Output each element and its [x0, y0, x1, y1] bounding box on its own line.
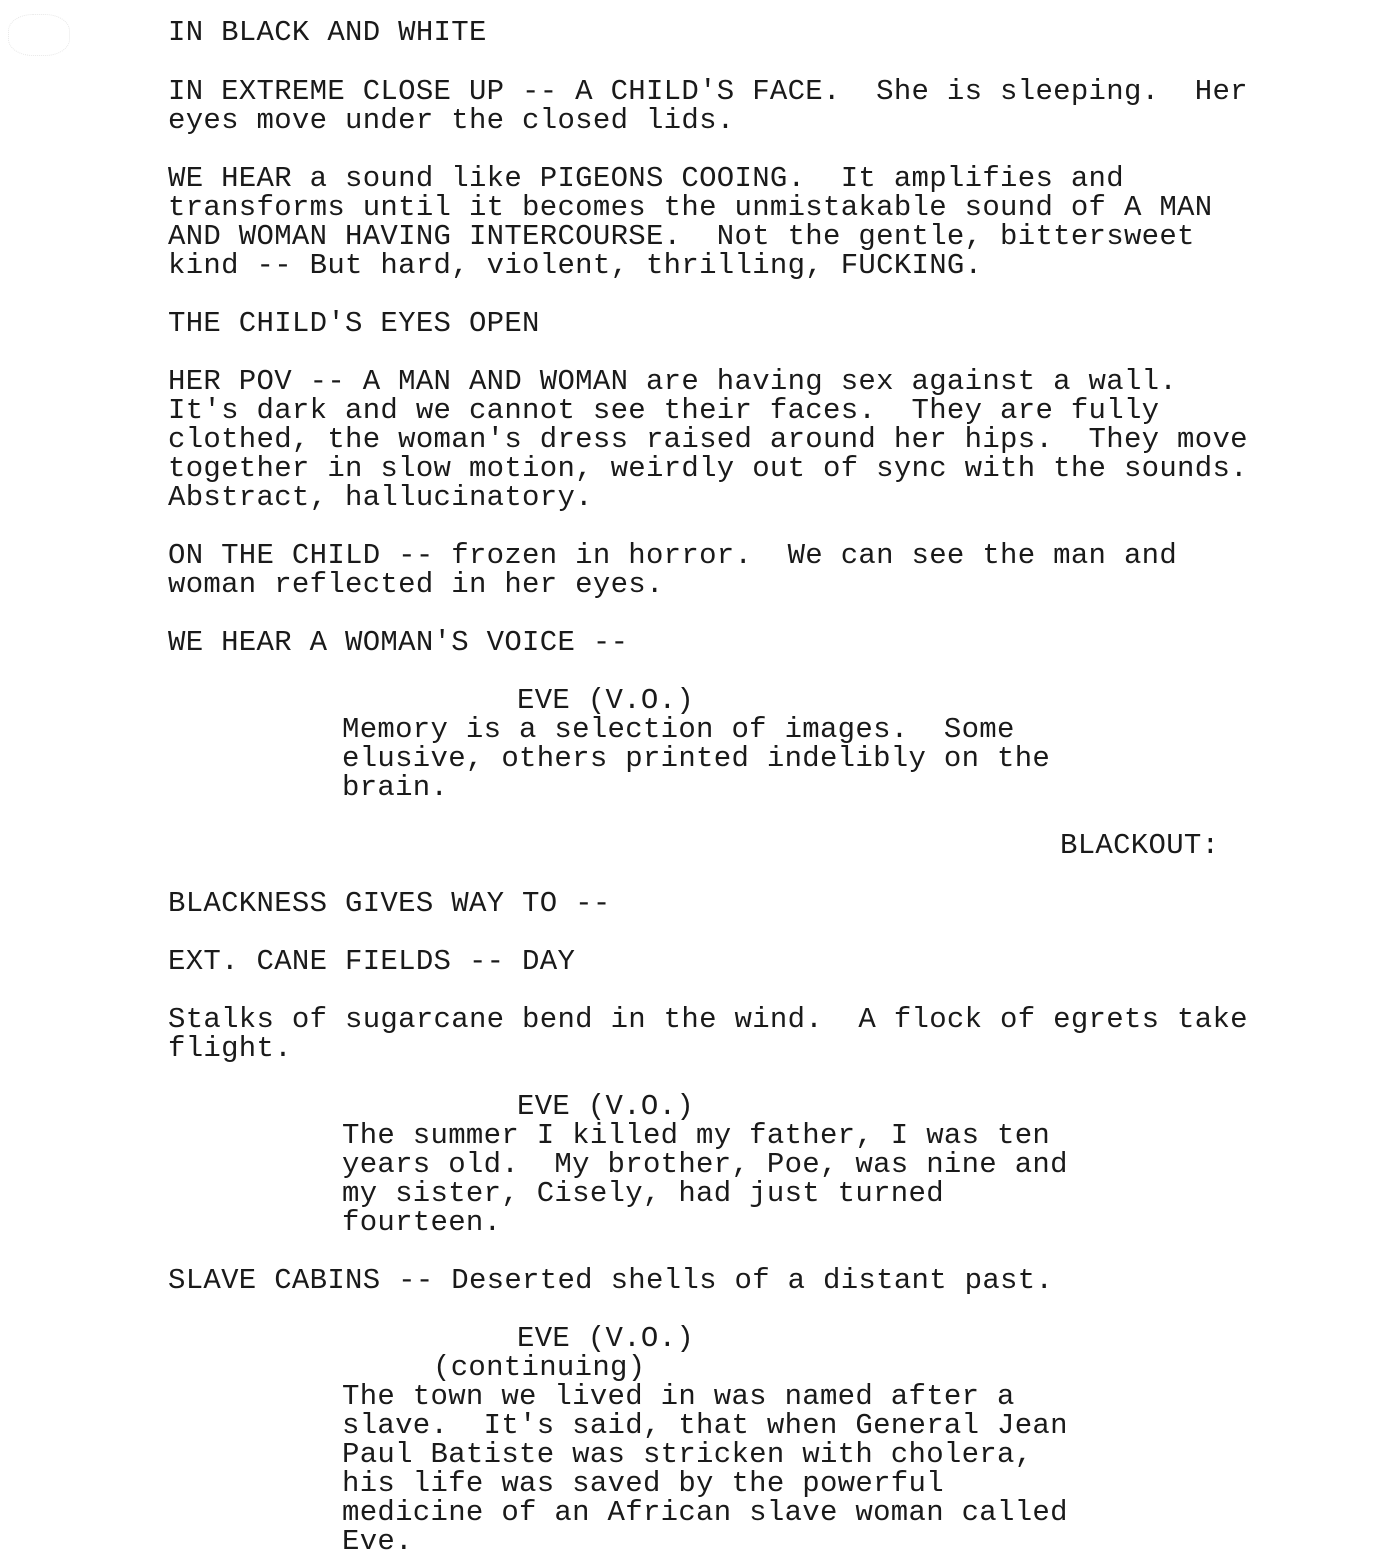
dialogue-line: The town we lived in was named after a: [342, 1380, 1015, 1413]
action-line: transforms until it becomes the unmistakable sound of A MAN: [168, 191, 1213, 224]
dialogue-line: slave. It's said, that when General Jean: [342, 1409, 1068, 1442]
dialogue-line: medicine of an African slave woman called: [342, 1496, 1068, 1529]
action-line: kind -- But hard, violent, thrilling, FUCKING.: [168, 249, 983, 282]
character-cue: EVE (V.O.): [517, 684, 695, 717]
action-line: woman reflected in her eyes.: [168, 568, 664, 601]
dialogue-line: my sister, Cisely, had just turned: [342, 1177, 944, 1210]
scan-artifact: [8, 14, 70, 56]
action-line: Abstract, hallucinatory.: [168, 481, 593, 514]
action-line: clothed, the woman's dress raised around her hips. They move: [168, 423, 1248, 456]
action-line: ON THE CHILD -- frozen in horror. We can see the man and: [168, 539, 1178, 572]
dialogue-line: his life was saved by the powerful: [342, 1467, 944, 1500]
action-line: THE CHILD'S EYES OPEN: [168, 307, 540, 340]
action-line: eyes move under the closed lids.: [168, 104, 735, 137]
action-line: together in slow motion, weirdly out of sync with the sounds.: [168, 452, 1248, 485]
action-line: AND WOMAN HAVING INTERCOURSE. Not the gentle, bittersweet: [168, 220, 1195, 253]
dialogue-line: Memory is a selection of images. Some: [342, 713, 1015, 746]
dialogue-line: Paul Batiste was stricken with cholera,: [342, 1438, 1033, 1471]
scene-heading: EXT. CANE FIELDS -- DAY: [168, 945, 576, 978]
action-line: SLAVE CABINS -- Deserted shells of a distant past.: [168, 1264, 1054, 1297]
dialogue-line: elusive, others printed indelibly on the: [342, 742, 1051, 775]
action-line: It's dark and we cannot see their faces. They are fully: [168, 394, 1160, 427]
action-line: flight.: [168, 1032, 292, 1065]
action-line: WE HEAR a sound like PIGEONS COOING. It amplifies and: [168, 162, 1124, 195]
character-cue: EVE (V.O.): [517, 1090, 695, 1123]
action-line: IN EXTREME CLOSE UP -- A CHILD'S FACE. She is sleeping. Her: [168, 75, 1248, 108]
dialogue-line: years old. My brother, Poe, was nine and: [342, 1148, 1068, 1181]
character-cue: EVE (V.O.): [517, 1322, 695, 1355]
dialogue-line: The summer I killed my father, I was ten: [342, 1119, 1051, 1152]
dialogue-line: brain.: [342, 771, 449, 804]
action-line: Stalks of sugarcane bend in the wind. A flock of egrets take: [168, 1003, 1248, 1036]
dialogue-line: fourteen.: [342, 1206, 502, 1239]
action-line: WE HEAR A WOMAN'S VOICE --: [168, 626, 629, 659]
transition: BLACKOUT:: [1060, 829, 1220, 862]
parenthetical: (continuing): [433, 1351, 646, 1384]
dialogue-line: Eve.: [342, 1525, 413, 1558]
action-line: HER POV -- A MAN AND WOMAN are having sex against a wall.: [168, 365, 1178, 398]
action-line: IN BLACK AND WHITE: [168, 16, 487, 49]
action-line: BLACKNESS GIVES WAY TO --: [168, 887, 611, 920]
